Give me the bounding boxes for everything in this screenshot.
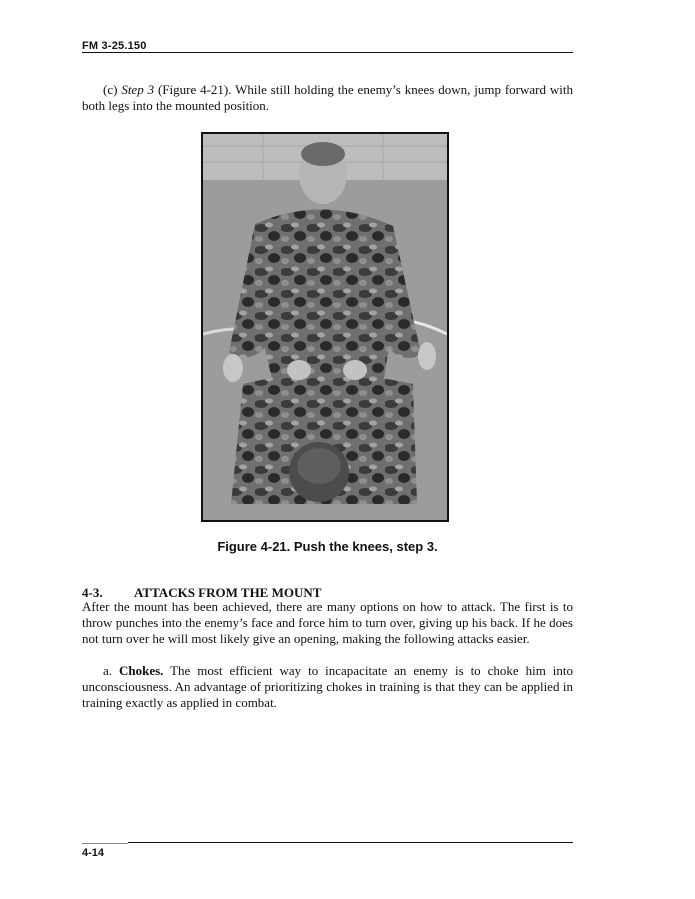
chokes-paragraph bbox=[82, 663, 573, 711]
figure-caption: Figure 4-21. Push the knees, step 3. bbox=[217, 539, 438, 554]
figure-photo-illustration bbox=[203, 134, 447, 520]
step-prefix: (c) bbox=[103, 82, 122, 97]
chokes-title: Chokes. bbox=[118, 663, 164, 678]
section-paragraph: After the mount has been achieved, there are many options on how to attack. The first is to throw punches into the enemy’s face and force him to turn over, giving up his back. If he does not turn over he will most likely give an opening, making the following attacks easier. bbox=[82, 599, 573, 646]
manual-id: FM 3-25.150 bbox=[82, 40, 147, 52]
step-paragraph bbox=[82, 82, 573, 114]
figure-photo bbox=[201, 132, 449, 522]
page-number: 4-14 bbox=[82, 847, 105, 859]
header-rule bbox=[82, 52, 573, 53]
footer-rule bbox=[128, 842, 573, 843]
chokes-label: a. bbox=[103, 663, 119, 678]
step-label: Step 3 bbox=[121, 82, 155, 97]
section-title: ATTACKS FROM THE MOUNT bbox=[134, 585, 322, 600]
footer-rule-left bbox=[82, 843, 128, 844]
section-number: 4-3. bbox=[82, 585, 103, 600]
chokes-text: The most efficient way to incapacitate an enemy is to choke him into unconsciousness. An advantage of prioritizing chokes in training is that they can be applied in training exactly as applied in combat. bbox=[82, 663, 573, 710]
step-text: (Figure 4-21). While still holding the enemy’s knees down, jump forward with both legs into the mounted position. bbox=[82, 82, 573, 113]
